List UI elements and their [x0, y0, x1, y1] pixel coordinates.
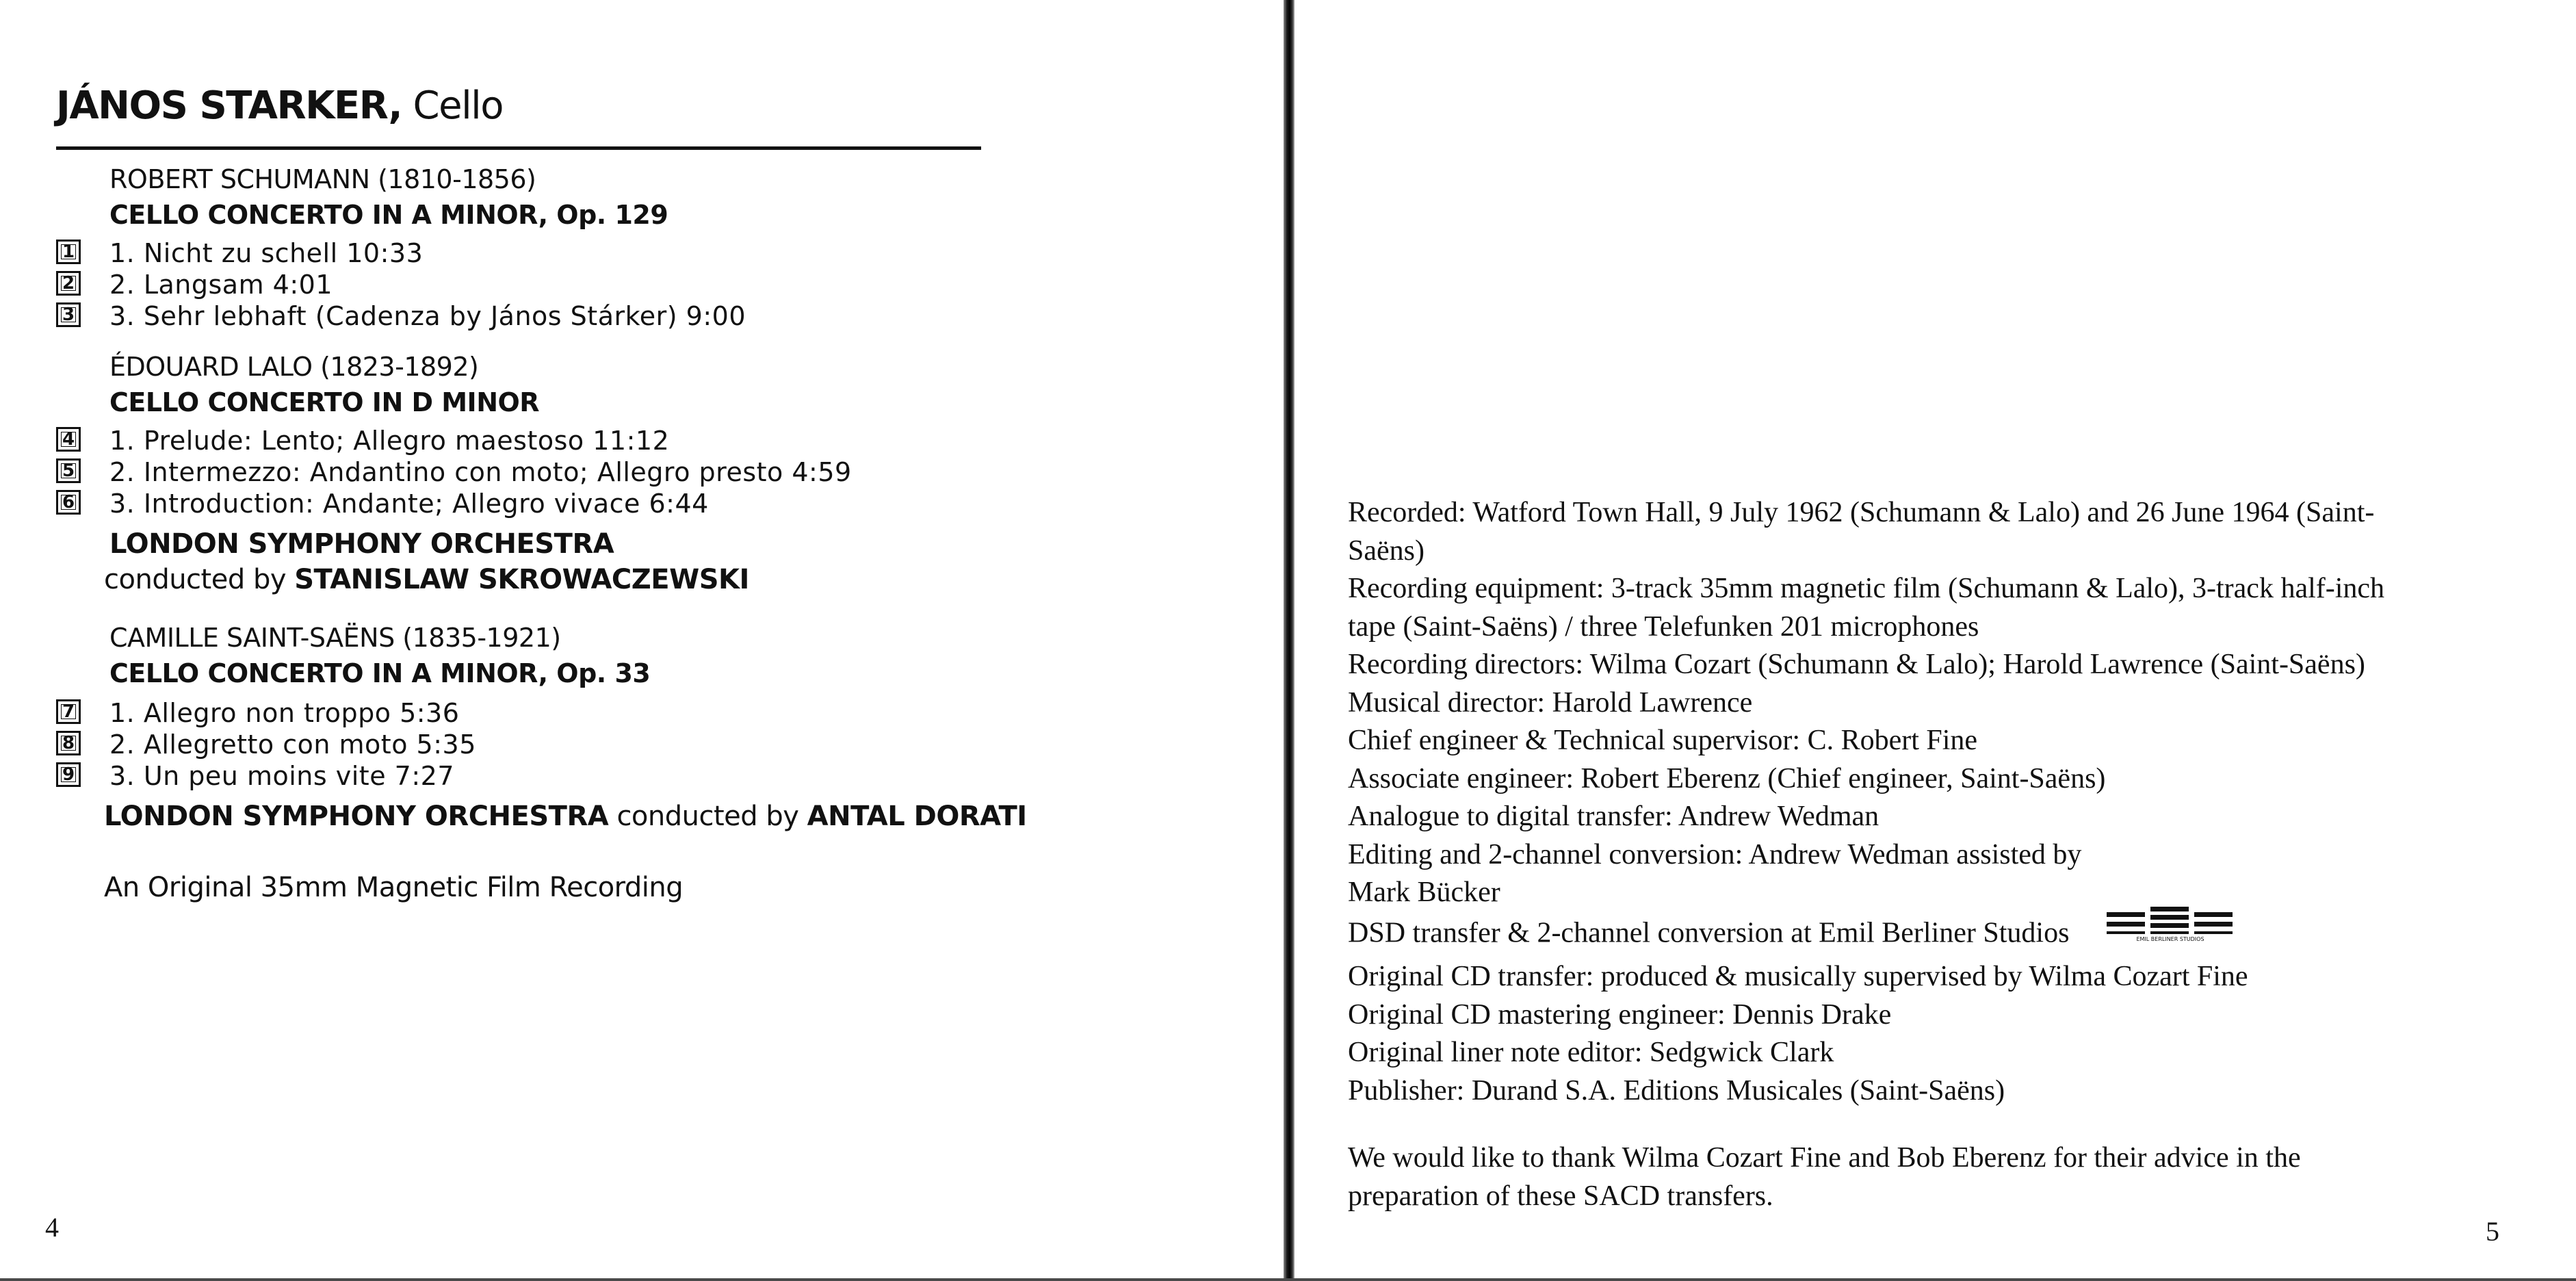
page-number: 5: [2486, 1216, 2499, 1247]
credit-line: Original CD mastering engineer: Dennis Drake: [1348, 998, 1892, 1031]
track-number-box: 6: [56, 490, 81, 515]
track-listing: 3. Un peu moins vite 7:27: [109, 761, 454, 791]
right-page: [1294, 0, 2576, 1281]
track-listing: 2. Intermezzo: Andantino con moto; Allegro presto 4:59: [109, 457, 852, 487]
orchestra-name: LONDON SYMPHONY ORCHESTRA: [109, 528, 614, 560]
track-number-box: 1: [56, 240, 81, 264]
credit-line-with-logo: [1348, 912, 2525, 959]
track-listing: 1. Nicht zu schell 10:33: [109, 238, 424, 268]
track-number-box: 4: [56, 427, 81, 452]
credit-line: Original CD transfer: produced & musically supervised by Wilma Cozart Fine: [1348, 961, 2248, 992]
track-number-box: 9: [56, 762, 81, 787]
track-listing: 3. Sehr lebhaft (Cadenza by János Stárker) 9:00: [109, 301, 746, 331]
conductor-credit: [104, 564, 749, 595]
artist-name: JÁNOS STARKER,: [56, 83, 402, 128]
track-listing: 1. Allegro non troppo 5:36: [109, 698, 460, 728]
recording-note: An Original 35mm Magnetic Film Recording: [104, 872, 684, 903]
credit-line: DSD transfer & 2-channel conversion at Emil Berliner Studios: [1348, 916, 2070, 948]
credit-line: Recorded: Watford Town Hall, 9 July 1962 (Schumann & Lalo) and 26 June 1964 (Saint-: [1348, 497, 2375, 528]
credit-line: Editing and 2-channel conversion: Andrew Wedman assisted by: [1348, 838, 2082, 870]
credit-line: Musical director: Harold Lawrence: [1348, 686, 1753, 719]
track-number-box: 3: [56, 302, 81, 327]
conductor-name: STANISLAW SKROWACZEWSKI: [294, 564, 749, 595]
artist-instrument: Cello: [413, 83, 503, 128]
credit-line: Publisher: Durand S.A. Editions Musicales (Saint-Saëns): [1348, 1074, 2005, 1107]
orchestra-name: LONDON SYMPHONY ORCHESTRA: [104, 801, 609, 832]
orchestra-conductor-credit: [104, 801, 1027, 832]
credit-line: tape (Saint-Saëns) / three Telefunken 201 microphones: [1348, 610, 1979, 643]
page-number: 4: [45, 1212, 59, 1243]
work-title: CELLO CONCERTO IN D MINOR: [109, 387, 540, 417]
track-listing: 2. Langsam 4:01: [109, 270, 333, 300]
track-listing: 2. Allegretto con moto 5:35: [109, 729, 476, 760]
book-spine: [1284, 0, 1294, 1281]
composer-heading: ROBERT SCHUMANN (1810-1856): [109, 164, 536, 194]
work-title: CELLO CONCERTO IN A MINOR, Op. 33: [109, 658, 651, 688]
recording-credits: [1348, 494, 2525, 1110]
credit-line: Mark Bücker: [1348, 877, 1500, 908]
conductor-name: ANTAL DORATI: [807, 801, 1027, 832]
credit-line: Saëns): [1348, 534, 1424, 567]
track-number-box: 7: [56, 699, 81, 724]
credit-line: Associate engineer: Robert Eberenz (Chief engineer, Saint-Saëns): [1348, 762, 2106, 794]
track-listing: 3. Introduction: Andante; Allegro vivace 6:44: [109, 489, 709, 519]
title-divider: [56, 146, 981, 150]
conducted-by-label: conducted by: [104, 564, 287, 595]
composer-heading: CAMILLE SAINT-SAËNS (1835-1921): [109, 623, 561, 653]
emil-berliner-studios-logo: [2107, 907, 2234, 953]
credit-line: Chief engineer & Technical supervisor: C. Robert Fine: [1348, 725, 1978, 756]
track-listing: 1. Prelude: Lento; Allegro maestoso 11:12: [109, 426, 670, 456]
credit-line: Recording directors: Wilma Cozart (Schumann & Lalo); Harold Lawrence (Saint-Saëns): [1348, 649, 2365, 680]
page-title: [56, 83, 503, 128]
credit-line: Analogue to digital transfer: Andrew Wedman: [1348, 801, 1879, 832]
emil-berliner-studios-logo-mark: [2107, 907, 2234, 942]
track-number-box: 8: [56, 731, 81, 755]
acknowledgement-line: We would like to thank Wilma Cozart Fine and Bob Eberenz for their advice in the: [1348, 1142, 2301, 1174]
track-number-box: 2: [56, 271, 81, 296]
credit-line: Original liner note editor: Sedgwick Clark: [1348, 1037, 1834, 1068]
acknowledgement-line: preparation of these SACD transfers.: [1348, 1180, 1773, 1212]
track-number-box: 5: [56, 458, 81, 483]
acknowledgement: [1348, 1139, 2525, 1215]
left-page: [0, 0, 1286, 1281]
page-bottom-edge: [0, 1278, 2576, 1281]
logo-caption: EMIL BERLINER STUDIOS: [2136, 935, 2204, 942]
conducted-by-label: conducted by: [616, 801, 799, 832]
work-title: CELLO CONCERTO IN A MINOR, Op. 129: [109, 200, 668, 230]
credit-line: Recording equipment: 3-track 35mm magnetic film (Schumann & Lalo), 3-track half-inch: [1348, 573, 2385, 604]
composer-heading: ÉDOUARD LALO (1823-1892): [109, 352, 479, 382]
